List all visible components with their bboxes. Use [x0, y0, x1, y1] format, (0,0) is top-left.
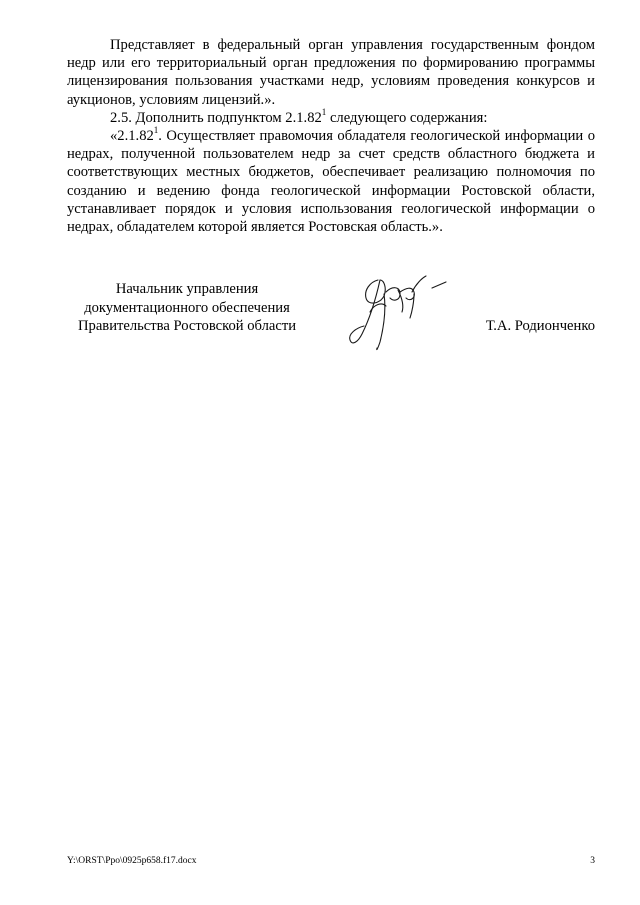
paragraph-text: . Осуществляет правомочия обладателя геологической информации о недрах, полученной пользователем недр за счет средств областного бюджета и соответствующих местных бюджетов, обеспечивает реализацию полномочия по созданию и ведению фонда геологической информации Ростовской области, устанавливает порядок и условия использования геологической информации о недрах, обладателем которой является Ростовская область.».	[67, 128, 595, 236]
position-line: Правительства Ростовской области	[77, 318, 297, 335]
position-line: Начальник управления	[115, 281, 259, 297]
paragraph-text: «2.1.82	[110, 128, 154, 145]
paragraph-text: 2.5. Дополнить подпунктом 2.1.82	[110, 109, 322, 126]
handwritten-signature	[340, 268, 460, 358]
paragraph-text: следующего содержания:	[326, 109, 488, 126]
document-body	[67, 36, 595, 236]
superscript: 1	[153, 125, 159, 136]
signatory-name: Т.А. Родионченко	[485, 318, 595, 334]
paragraph-text: Представляет в федеральный орган управления государственным фондом недр или его территориальный орган предложения по формированию программы лицензирования пользования участками недр, условиям проведения конкурсов и аукционов, условиям лицензий.».	[67, 37, 595, 108]
position-line: документационного обеспечения	[84, 299, 290, 316]
signatory-position	[67, 280, 307, 336]
footer-file-path: Y:\ORST\Ppo\0925p658.f17.docx	[67, 856, 197, 866]
footer-page-number: 3	[590, 856, 595, 866]
paragraph-amendment-2-5	[67, 106, 595, 127]
paragraph-fund-proposals	[67, 36, 595, 109]
superscript: 1	[321, 106, 327, 117]
paragraph-subclause-2-1-82	[67, 127, 595, 236]
